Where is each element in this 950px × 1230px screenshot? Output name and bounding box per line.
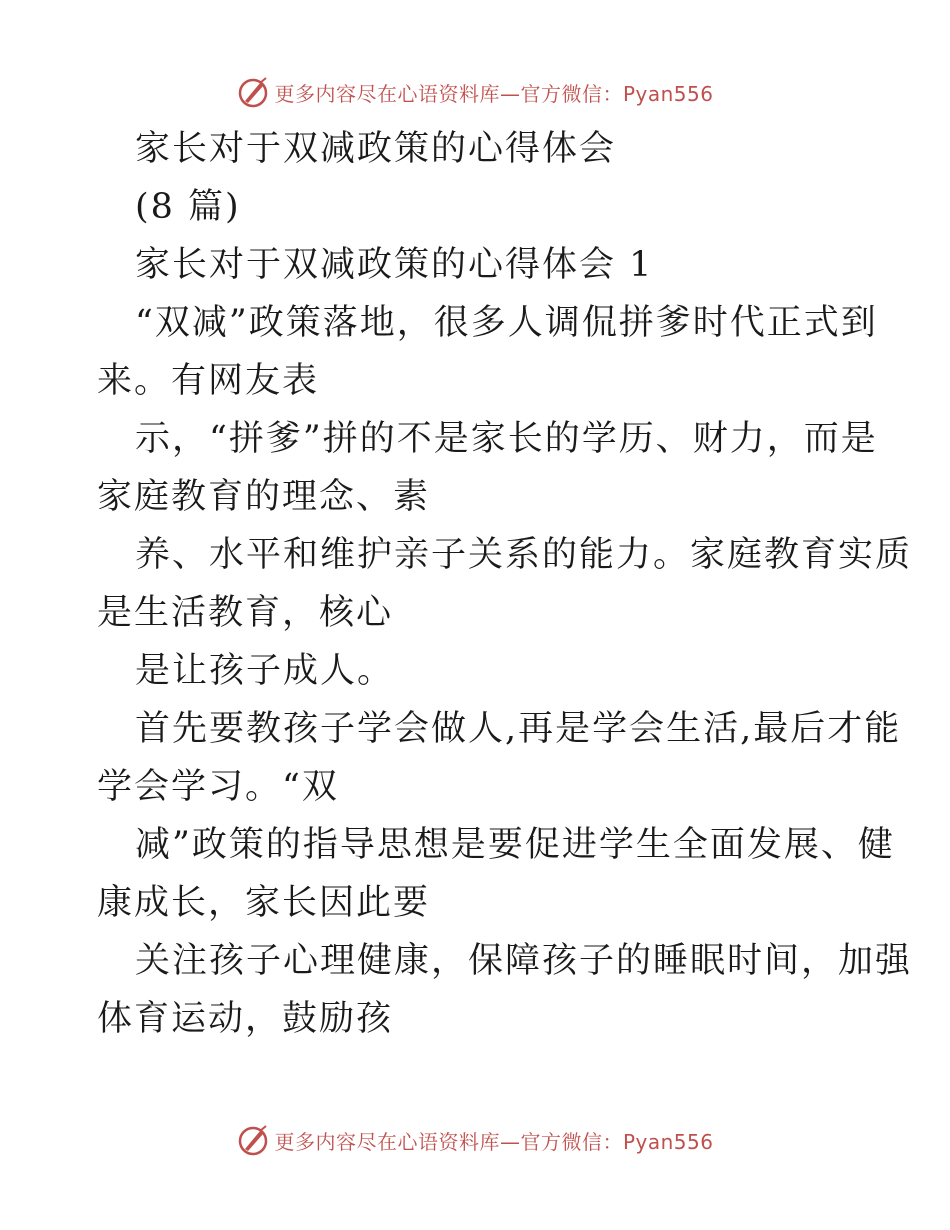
watermark-text: 更多内容尽在心语资料库—官方微信：Pyan556 [274, 81, 714, 106]
document-body [97, 120, 913, 1048]
paragraph-line: 康成长，家长因此要 [97, 883, 431, 923]
section-heading: 家长对于双减政策的心得体会 1 [135, 245, 654, 285]
paragraph-line: 体育运动，鼓励孩 [97, 999, 394, 1039]
quill-logo-icon [236, 75, 270, 109]
paragraph-line: 首先要教孩子学会做人,再是学会生活,最后才能 [135, 709, 902, 749]
paragraph-line: 养、水平和维护亲子关系的能力。家庭教育实质 [135, 535, 913, 575]
quill-logo-icon [236, 1123, 270, 1157]
watermark-text: 更多内容尽在心语资料库—官方微信：Pyan556 [274, 1129, 714, 1154]
document-subtitle: (8 篇) [135, 187, 241, 227]
paragraph-line: 来。有网友表 [97, 361, 320, 401]
paragraph-line: 关注孩子心理健康，保障孩子的睡眠时间，加强 [135, 941, 913, 981]
paragraph-line: 家庭教育的理念、素 [97, 477, 431, 517]
paragraph-line: 减”政策的指导思想是要促进学生全面发展、健 [135, 825, 895, 865]
paragraph-line: 学会学习。“双 [97, 767, 339, 807]
header-watermark-banner [0, 72, 950, 112]
paragraph-line: 是让孩子成人。 [135, 651, 395, 691]
paragraph-line: 示，“拼爹”拼的不是家长的学历、财力，而是 [135, 419, 878, 459]
footer-watermark-banner [0, 1120, 950, 1160]
document-title: 家长对于双减政策的心得体会 [135, 129, 617, 169]
paragraph-line: “双减”政策落地，很多人调侃拼爹时代正式到 [135, 303, 878, 343]
paragraph-line: 是生活教育，核心 [97, 593, 394, 633]
